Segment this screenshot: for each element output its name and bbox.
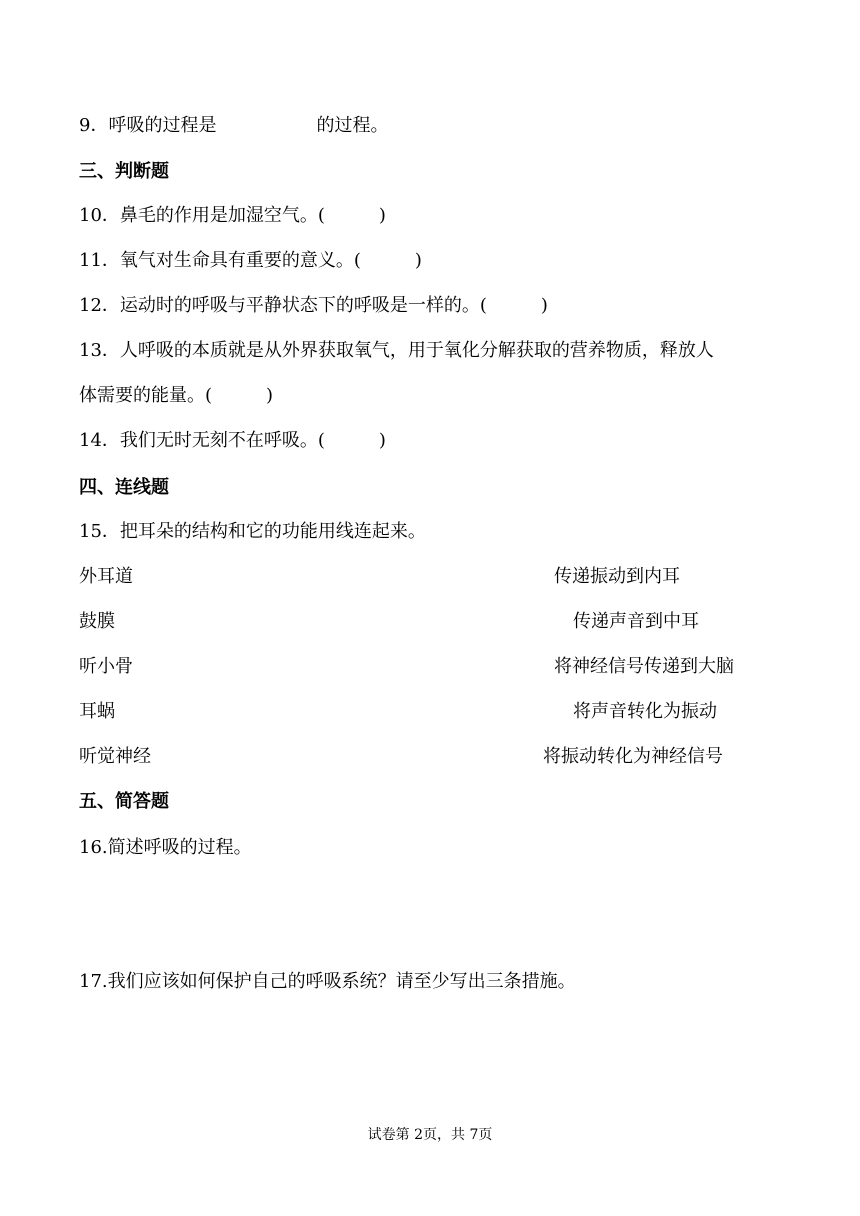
matching-right-item: 传递振动到内耳 [554, 566, 680, 587]
question-16: 16.简述呼吸的过程。 [79, 837, 252, 858]
section-heading-true-false: 三、判断题 [79, 161, 169, 182]
matching-left-item: 耳蜗 [79, 701, 115, 722]
question-9-prefix: 9．呼吸的过程是 [79, 115, 217, 136]
question-9 [79, 114, 388, 138]
question-14: 14．我们无时无刻不在呼吸。( ) [79, 430, 386, 451]
section-heading-matching: 四、连线题 [79, 477, 169, 498]
question-9-suffix: 的过程。 [316, 115, 389, 136]
question-12: 12．运动时的呼吸与平静状态下的呼吸是一样的。( ) [79, 295, 548, 316]
matching-left-item: 外耳道 [79, 566, 133, 587]
question-11: 11．氧气对生命具有重要的意义。( ) [79, 250, 422, 271]
matching-right-item: 传递声音到中耳 [573, 611, 699, 632]
matching-left-item: 听小骨 [79, 656, 133, 677]
question-10: 10．鼻毛的作用是加湿空气。( ) [79, 205, 386, 226]
matching-right-item: 将振动转化为神经信号 [543, 746, 723, 767]
question-17: 17.我们应该如何保护自己的呼吸系统？请至少写出三条措施。 [79, 971, 576, 992]
matching-right-item: 将声音转化为振动 [573, 701, 717, 722]
question-13-line-2: 体需要的能量。( ) [79, 385, 274, 406]
question-13-line-1: 13．人呼吸的本质就是从外界获取氧气，用于氧化分解获取的营养物质，释放人 [79, 340, 714, 361]
question-15: 15．把耳朵的结构和它的功能用线连起来。 [79, 521, 426, 542]
section-heading-short-answer: 五、简答题 [79, 791, 169, 812]
matching-left-item: 听觉神经 [79, 746, 151, 767]
page-footer: 试卷第 2页，共 7页 [367, 1127, 493, 1143]
matching-right-item: 将神经信号传递到大脑 [554, 656, 734, 677]
matching-left-item: 鼓膜 [79, 611, 115, 632]
